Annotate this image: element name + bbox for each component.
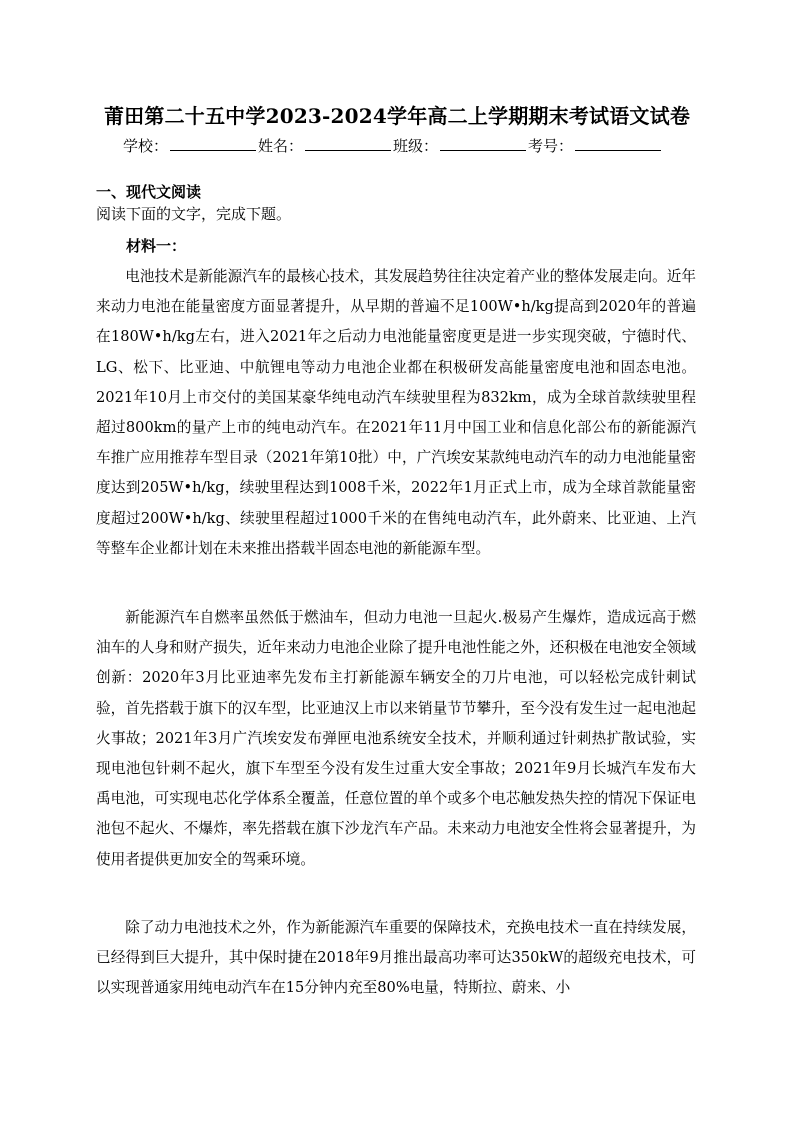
reading-instruction: 阅读下面的文字，完成下题。 (96, 205, 292, 223)
paragraph-block-3 (96, 913, 696, 1004)
class-label: 班级： (393, 137, 439, 155)
exam-title: 莆田第二十五中学2023-2024学年高二上学期期末考试语文试卷 (103, 104, 691, 128)
material-label: 材料一： (126, 237, 187, 255)
class-blank (440, 135, 526, 151)
section-heading: 一、现代文阅读 (96, 183, 202, 201)
student-info-line (123, 135, 683, 157)
paragraph: 电池技术是新能源汽车的最核心技术，其发展趋势往往决定着产业的整体发展走向。近年来动力电池在能量密度方面显著提升，从早期的普遍不足100W•h/kg提高到2020年的普遍在180W•h/kg左右，进入2021年之后动力电池能量密度更是进一步实现突破，宁德时代、LG、松下、比亚迪、中航锂电等动力电池企业都在积极研发高能量密度电池和固态电池。2021年10月上市交付的美国某豪华纯电动汽车续驶里程为832km，成为全球首款续驶里程超过800km的量产上市的纯电动汽车。在2021年11月中国工业和信息化部公布的新能源汽车推广应用推荐车型目录（2021年第10批）中，广汽埃安某款纯电动汽车的动力电池能量密度达到205W•h/kg，续驶里程达到1008千米，2022年1月正式上市，成为全球首款能量密度超过200W•h/kg、续驶里程超过1000千米的在售纯电动汽车，此外蔚来、比亚迪、上汽等整车企业都计划在未来推出搭载半固态电池的新能源车型。 (96, 268, 696, 557)
name-label: 姓名： (258, 137, 304, 155)
name-blank (305, 135, 391, 151)
paragraph-block-1 (96, 262, 696, 564)
school-label: 学校： (123, 137, 169, 155)
exam-no-label: 考号： (528, 137, 574, 155)
school-blank (170, 135, 256, 151)
paragraph: 除了动力电池技术之外，作为新能源汽车重要的保障技术，充换电技术一直在持续发展，已经得到巨大提升，其中保时捷在2018年9月推出最高功率可达350kW的超级充电技术，可以实现普通家用纯电动汽车在15分钟内充至80%电量，特斯拉、蔚来、小 (96, 919, 696, 997)
paragraph: 新能源汽车自燃率虽然低于燃油车，但动力电池一旦起火.极易产生爆炸，造成远高于燃油车的人身和财产损失，近年来动力电池企业除了提升电池性能之外，还积极在电池安全领域创新：2020年3月比亚迪率先发布主打新能源车辆安全的刀片电池，可以轻松完成针刺试验，首先搭载于旗下的汉车型，比亚迪汉上市以来销量节节攀升，至今没有发生过一起电池起火事故；2021年3月广汽埃安发布弹匣电池系统安全技术，并顺利通过针刺热扩散试验，实现电池包针刺不起火，旗下车型至今没有发生过重大安全事故；2021年9月长城汽车发布大禹电池，可实现电芯化学体系全覆盖，任意位置的单个或多个电芯触发热失控的情况下保证电池包不起火、不爆炸，率先搭载在旗下沙龙汽车产品。未来动力电池安全性将会显著提升，为使用者提供更加安全的驾乘环境。 (96, 609, 696, 868)
paragraph-block-2 (96, 603, 696, 875)
exam-no-blank (575, 135, 661, 151)
